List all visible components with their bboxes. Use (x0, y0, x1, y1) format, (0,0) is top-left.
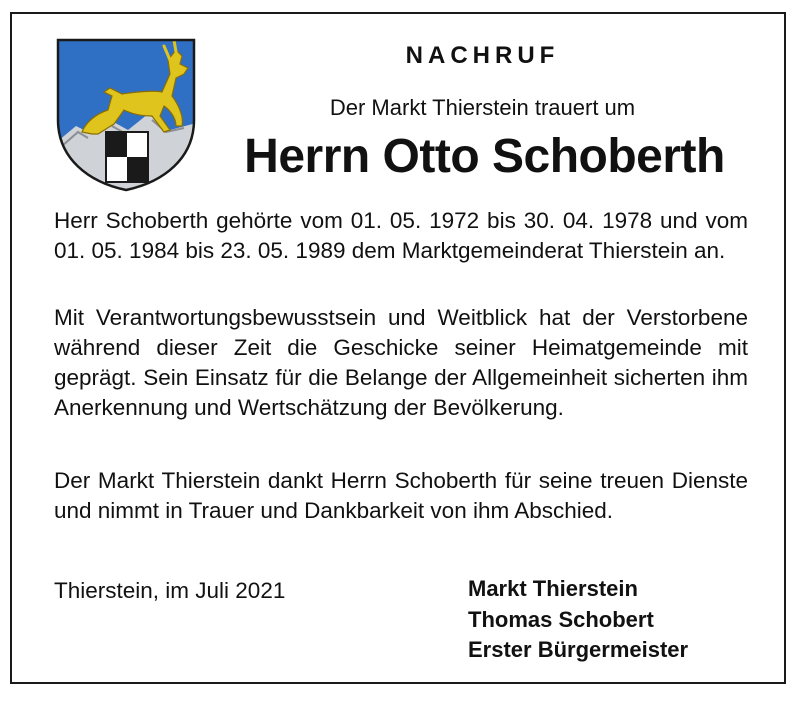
signature-title: Erster Bürgermeister (468, 637, 689, 662)
paragraph-tenure: Herr Schoberth gehörte vom 01. 05. 1972 bis 30. 04. 1978 und vom 01. 05. 1984 bis 23. 05. 1989 dem Marktgemeinderat Thierstein an. (54, 208, 748, 263)
paragraph-thanks: Der Markt Thierstein dankt Herrn Schoberth für seine treuen Dienste und nimmt in Trauer und Dankbarkeit von ihm Abschied. (54, 468, 748, 523)
notice-intro: Der Markt Thierstein trauert um (329, 95, 636, 120)
place-date: Thierstein, im Juli 2021 (54, 578, 286, 603)
deceased-name: Herrn Otto Schoberth (244, 130, 725, 183)
notice-heading: NACHRUF (405, 42, 560, 69)
coat-of-arms-icon (52, 34, 200, 194)
signature-block (468, 574, 688, 666)
paragraph-merits: Mit Verantwortungsbewusstsein und Weitblick hat der Verstorbene während dieser Zeit die Geschicke seiner Heimatgemeinde mit geprägt. Sein Einsatz für die Belange der Allgemeinheit sicherten ihm Anerkennung und Wertschätzung der Bevölkerung. (54, 305, 748, 420)
signature-person: Thomas Schobert (468, 606, 654, 632)
signature-municipality: Markt Thierstein (468, 576, 638, 601)
